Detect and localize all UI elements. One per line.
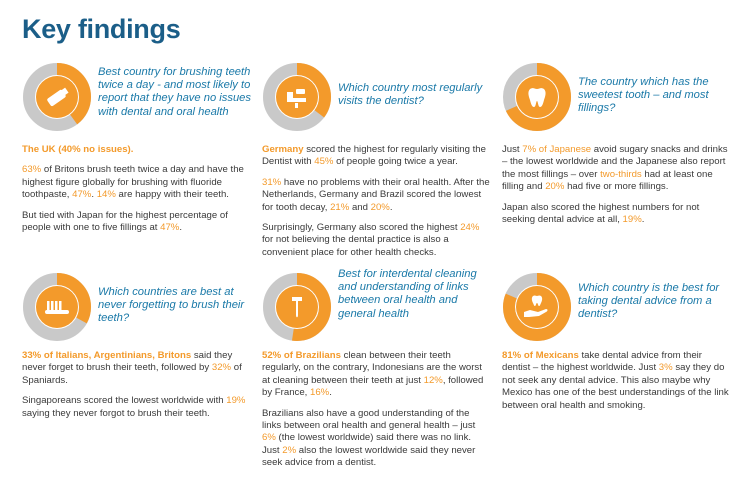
card-question: Which countries are best at never forgetting to brush their teeth?	[98, 286, 245, 325]
card-paragraph: Singaporeans scored the lowest worldwide with 19% saying they never forgot to brush their teeth.	[22, 395, 246, 419]
card-paragraph: Japan also scored the highest numbers for not seeking dental advice at all, 19%.	[502, 201, 700, 226]
toothpaste-icon	[22, 62, 92, 132]
tooth-icon	[502, 62, 572, 132]
finding-card-japan	[502, 62, 730, 234]
card-question: Best country for brushing teeth twice a day - and most likely to report that they have no issues with dental and oral health	[98, 66, 251, 118]
dental-floss-icon	[262, 272, 332, 342]
card-question: Which country is the best for taking dental advice from a dentist?	[578, 282, 720, 321]
finding-card-mexico	[502, 272, 730, 420]
finding-card-germany	[262, 62, 490, 267]
card-paragraph: Germany scored the highest for regularly visiting the Dentist with 45% of people going twice a year.	[262, 144, 486, 168]
finding-card-brazil	[262, 268, 490, 478]
card-winner: The UK (40% no issues).	[22, 144, 134, 155]
card-paragraph: 52% of Brazilians clean between their teeth regularly, on the contrary, Indonesians are the worst at cleaning between their teeth at just 12%, followed by France, 16%.	[262, 350, 484, 399]
hand-tooth-icon	[502, 272, 572, 342]
card-paragraph: Surprisingly, Germany also scored the highest 24% for not believing the dental practice is also a convenient place for other health checks.	[262, 222, 480, 258]
card-paragraph: 63% of Britons brush teeth twice a day and have the highest figure globally for brushing with fluoride toothpaste, 47%. 14% are happy with their teeth.	[22, 164, 244, 201]
card-paragraph: 31% have no problems with their oral health. After the Netherlands, Germany and Brazil scored the lowest for tooth decay, 21% and 20%.	[262, 176, 490, 213]
card-question: Best for interdental cleaning and understanding of links between oral health and general health	[338, 268, 477, 320]
card-paragraph: 33% of Italians, Argentinians, Britons said they never forget to brush their teeth, followed by 32% of Spaniards.	[22, 350, 242, 386]
card-paragraph: 81% of Mexicans take dental advice from their dentist – the highest worldwide. Just 3% say they do not seek any dental advice. This also maybe why Mexico has one of the best understandings of the link between oral health and smoking.	[502, 350, 729, 411]
card-paragraph: But tied with Japan for the highest percentage of people with one to five fillings at 47%.	[22, 209, 228, 234]
card-paragraph: Brazilians also have a good understanding of the links between oral health and general health – just 6% (the lowest worldwide) said there was no link. Just 2% also the lowest worldwide said they never seek advice from a dentist.	[262, 407, 476, 469]
toothbrush-icon	[22, 272, 92, 342]
dental-chair-icon	[262, 62, 332, 132]
card-question: Which country most regularly visits the dentist?	[338, 82, 483, 108]
finding-card-uk	[22, 62, 250, 242]
finding-card-italy	[22, 272, 250, 428]
card-paragraph: Just 7% of Japanese avoid sugary snacks and drinks – the lowest worldwide and the Japanese also report the most fillings – over two-thirds had at least one filling and 20% had five or more fillings.	[502, 144, 728, 193]
card-question: The country which has the sweetest tooth – and most fillings?	[578, 76, 709, 115]
page-title: Key findings	[22, 14, 181, 44]
